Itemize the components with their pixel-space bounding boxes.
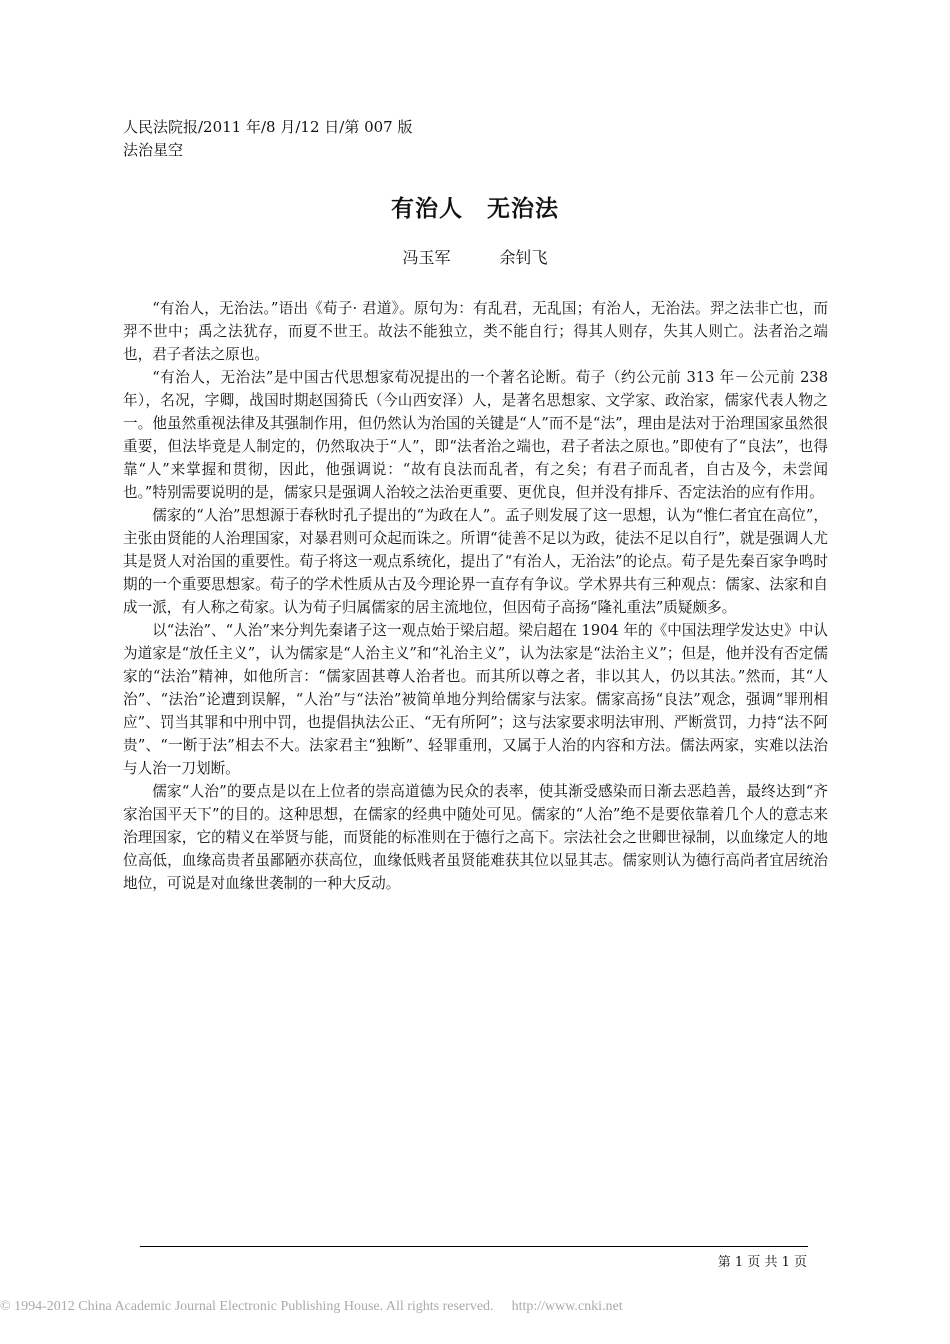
cnki-url: http://www.cnki.net: [511, 1299, 623, 1314]
column-name: 法治星空: [123, 141, 184, 159]
source-line: 人民法院报/2011 年/8 月/12 日/第 007 版: [123, 118, 413, 136]
article-title: 有治人 无治法: [391, 195, 559, 222]
paragraph: “有治人，无治法。”语出《荀子· 君道》。原句为：有乱君，无乱国；有治人，无治法。羿之法非亡也，而羿不世中；禹之法犹存，而夏不世王。故法不能独立，类不能自行；得其人则存，失其人则亡。法者治之端也，君子者法之原也。: [123, 300, 828, 363]
paragraph: 以“法治”、“人治”来分判先秦诸子这一观点始于梁启超。梁启超在 1904 年的《中国法理学发达史》中认为道家是“放任主义”，认为儒家是“人治主义”和“礼治主义”，认为法家是“法治主义”；但是，他并没有否定儒家的“法治”精神，如他所言：“儒家固甚尊人治者也。而其所以尊之者，非以其人，仍以其法。”然而，其“人治”、“法治”论遭到误解，“人治”与“法治”被简单地分判给儒家与法家。儒家高扬“良法”观念，强调“罪刑相应”、罚当其罪和中刑中罚，也提倡执法公正、“无有所阿”；这与法家要求明法审刑、严断赏罚，力持“法不阿贵”、“一断于法”相去不大。法家君主“独断”、轻罪重刑，又属于人治的内容和方法。儒法两家，实难以法治与人治一刀划断。: [123, 622, 828, 777]
article-meta: [123, 116, 413, 162]
footer-divider: [140, 1246, 808, 1247]
page-number: 第 1 页 共 1 页: [717, 1255, 807, 1270]
copyright-notice: [0, 1299, 800, 1315]
author-name: 冯玉军: [402, 248, 451, 267]
copyright-text: © 1994-2012 China Academic Journal Electronic Publishing House. All rights reserved.: [0, 1299, 494, 1314]
author-list: [0, 245, 950, 268]
author-name: 余钊飞: [499, 248, 548, 267]
paragraph: 儒家的“人治”思想源于春秋时孔子提出的“为政在人”。孟子则发展了这一思想，认为“惟仁者宜在高位”，主张由贤能的人治理国家，对暴君则可众起而诛之。所谓“徒善不足以为政，徒法不足以自行”，就是强调人尤其是贤人对治国的重要性。荀子将这一观点系统化，提出了“有治人，无治法”的论点。荀子是先秦百家争鸣时期的一个重要思想家。荀子的学术性质从古及今理论界一直存有争议。学术界共有三种观点：儒家、法家和自成一派，有人称之荀家。认为荀子归属儒家的居主流地位，但因荀子高扬“隆礼重法”质疑颇多。: [123, 507, 828, 616]
paragraph: “有治人，无治法”是中国古代思想家荀况提出的一个著名论断。荀子（约公元前 313 年－公元前 238 年），名况，字卿，战国时期赵国猗氏（今山西安泽）人，是著名思想家、文学家、政治家，儒家代表人物之一。他虽然重视法律及其强制作用，但仍然认为治国的关键是“人”而不是“法”，理由是法对于治理国家虽然很重要，但法毕竟是人制定的，仍然取决于“人”，即“法者治之端也，君子者法之原也。”即使有了“良法”，也得靠“人”来掌握和贯彻，因此，他强调说：“故有良法而乱者，有之矣；有君子而乱者，自古及今，未尝闻也。”特别需要说明的是，儒家只是强调人治较之法治更重要、更优良，但并没有排斥、否定法治的应有作用。: [123, 369, 828, 501]
article-body: [123, 297, 828, 895]
paragraph: 儒家“人治”的要点是以在上位者的崇高道德为民众的表率，使其渐受感染而日渐去恶趋善，最终达到“齐家治国平天下”的目的。这种思想，在儒家的经典中随处可见。儒家的“人治”绝不是要依靠着几个人的意志来治理国家，它的精义在举贤与能，而贤能的标准则在于德行之高下。宗法社会之世卿世禄制，以血缘定人的地位高低，血缘高贵者虽鄙陋亦获高位，血缘低贱者虽贤能难获其位以显其志。儒家则认为德行高尚者宜居统治地位，可说是对血缘世袭制的一种大反动。: [123, 783, 828, 892]
